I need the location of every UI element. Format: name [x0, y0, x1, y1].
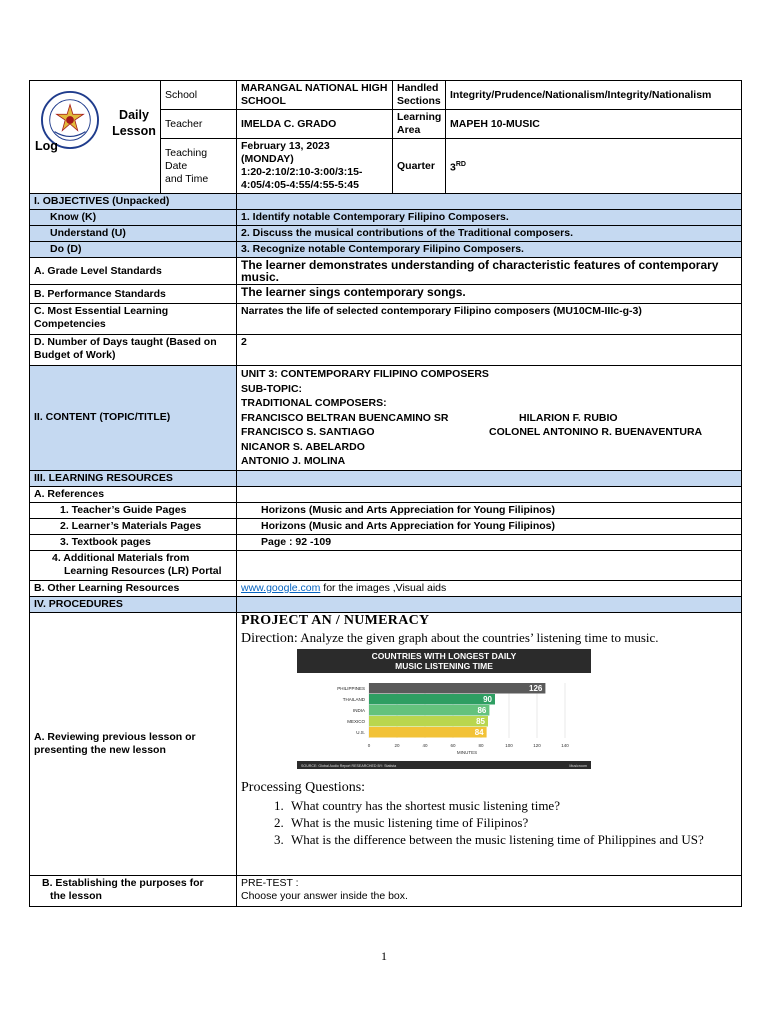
chart-value-label: 90 — [483, 694, 492, 704]
reviewing-label: A. Reviewing previous lesson or presenting the new lesson — [30, 612, 237, 875]
chart-brand-text: Musicroom — [569, 763, 587, 768]
chart-category-label: INDIA — [352, 707, 365, 713]
resources-heading: III. LEARNING RESOURCES — [30, 470, 237, 486]
teachers-guide-value: Horizons (Music and Arts Appreciation for Young Filipinos) — [237, 502, 742, 518]
chart-x-tick-label: 40 — [422, 742, 428, 748]
question-item: 1. What country has the shortest music listening time? — [287, 797, 737, 814]
chart-x-tick-label: 120 — [533, 742, 541, 748]
additional-materials-blank — [237, 550, 742, 580]
sections-label: Handled Sections — [393, 81, 446, 110]
other-resources-label: B. Other Learning Resources — [30, 580, 237, 596]
grade-standards-value: The learner demonstrates understanding of characteristic features of contemporary music. — [237, 258, 742, 285]
teaching-date-label: Teaching Date and Time — [161, 139, 237, 194]
google-link[interactable]: www.google.com — [241, 581, 321, 594]
chart-x-tick-label: 60 — [450, 742, 456, 748]
chart-category-label: MEXICO — [347, 718, 365, 724]
chart-category-label: PHILIPPINES — [337, 685, 365, 691]
days-taught-value: 2 — [237, 335, 742, 366]
quarter-label: Quarter — [393, 139, 446, 194]
chart-bar — [369, 727, 487, 738]
chart-bar — [369, 705, 489, 716]
learners-materials-label: 2. Learner’s Materials Pages — [30, 518, 237, 534]
chart-x-tick-label: 0 — [367, 742, 371, 748]
understand-value: 2. Discuss the musical contributions of the Traditional composers. — [237, 226, 742, 242]
quarter-value: 3RD — [446, 139, 742, 194]
chart-x-tick-label: 100 — [505, 742, 513, 748]
melc-label: C. Most Essential Learning Competencies — [30, 304, 237, 335]
school-label: School — [161, 81, 237, 110]
do-label: Do (D) — [30, 242, 237, 258]
direction-text: Direction: Analyze the given graph about the countries’ listening time to music. — [241, 629, 659, 646]
objectives-heading: I. OBJECTIVES (Unpacked) — [30, 194, 237, 210]
question-item: 2. What is the music listening time of Filipinos? — [287, 814, 737, 831]
area-label: Learning Area — [393, 110, 446, 139]
chart-value-label: 86 — [477, 705, 487, 715]
days-taught-label: D. Number of Days taught (Based on Budget of Work) — [30, 335, 237, 366]
procedures-blank — [237, 596, 742, 612]
references-label: A. References — [30, 486, 237, 502]
chart-bar — [369, 716, 488, 727]
melc-value: Narrates the life of selected contemporary Filipino composers (MU10CM-IIIc-g-3) — [237, 304, 742, 335]
performance-standards-label: B. Performance Standards — [30, 285, 237, 304]
log-title: Log — [35, 139, 58, 153]
chart-x-tick-label: 80 — [478, 742, 484, 748]
textbook-pages-value: Page : 92 -109 — [237, 534, 742, 550]
area-value: MAPEH 10-MUSIC — [446, 110, 742, 139]
school-value: MARANGAL NATIONAL HIGH SCHOOL — [237, 81, 393, 110]
learners-materials-value: Horizons (Music and Arts Appreciation for Young Filipinos) — [237, 518, 742, 534]
listening-time-chart — [297, 649, 591, 769]
chart-value-label: 84 — [474, 727, 484, 737]
teacher-value: IMELDA C. GRADO — [237, 110, 393, 139]
chart-category-label: THAILAND — [342, 696, 365, 702]
processing-questions-label: Processing Questions: — [241, 779, 366, 795]
chart-x-tick-label: 20 — [394, 742, 400, 748]
establishing-purposes-label: B. Establishing the purposes for the lesson — [30, 875, 237, 906]
performance-standards-value: The learner sings contemporary songs. — [237, 285, 742, 304]
additional-materials-label: 4. Additional Materials from Learning Resources (LR) Portal — [30, 550, 237, 580]
chart-source-text: SOURCE: Global Audio Report RESEARCHED BY: Statista — [301, 763, 397, 768]
daily-lesson-title: Daily Lesson — [112, 108, 156, 138]
chart-bar — [369, 694, 495, 705]
objectives-blank — [237, 194, 742, 210]
resources-blank — [237, 470, 742, 486]
chart-value-label: 85 — [476, 716, 485, 726]
teacher-label: Teacher — [161, 110, 237, 139]
chart-title-line2: MUSIC LISTENING TIME — [395, 660, 493, 671]
chart-bar — [369, 683, 545, 694]
daily-lesson-log — [29, 80, 741, 907]
content-label: II. CONTENT (TOPIC/TITLE) — [30, 366, 237, 471]
do-value: 3. Recognize notable Contemporary Filipino Composers. — [237, 242, 742, 258]
chart-category-label: U.S. — [356, 729, 365, 735]
know-value: 1. Identify notable Contemporary Filipino Composers. — [237, 210, 742, 226]
chart-x-axis-label: MINUTES — [456, 749, 478, 755]
chart-value-label: 126 — [529, 683, 543, 693]
reviewing-content — [237, 612, 742, 875]
understand-label: Understand (U) — [30, 226, 237, 242]
teaching-date-value: February 13, 2023 (MONDAY) 1:20-2:10/2:10-3:00/3:15-4:05/4:05-4:55/4:55-5:45 — [237, 139, 393, 194]
know-label: Know (K) — [30, 210, 237, 226]
other-resources-value: www.google.com for the images ,Visual aids — [237, 580, 742, 596]
page-number: 1 — [381, 949, 387, 963]
teachers-guide-label: 1. Teacher’s Guide Pages — [30, 502, 237, 518]
question-item: 3. What is the difference between the music listening time of Philippines and US? — [287, 831, 737, 848]
textbook-pages-label: 3. Textbook pages — [30, 534, 237, 550]
chart-x-tick-label: 140 — [561, 742, 569, 748]
header-logo-cell — [30, 81, 161, 194]
grade-standards-label: A. Grade Level Standards — [30, 258, 237, 285]
chart-title-line1: COUNTRIES WITH LONGEST DAILY — [371, 650, 517, 661]
chart-svg — [297, 649, 591, 769]
pretest-content: PRE-TEST : Choose your answer inside the box. — [237, 875, 742, 906]
references-blank — [237, 486, 742, 502]
procedures-heading: IV. PROCEDURES — [30, 596, 237, 612]
sections-value: Integrity/Prudence/Nationalism/Integrity/Nationalism — [446, 81, 742, 110]
content-value: UNIT 3: CONTEMPORARY FILIPINO COMPOSERS SUB-TOPIC: TRADITIONAL COMPOSERS: FRANCISCO BELTRAN BUENCAMINO SR HILARION F. RUBIO FRANCISCO S. SANTIAGO COLONEL ANTONINO R. BUENAVENTURA NICANOR S. ABELARDO ANTONIO J. MOLINA — [237, 366, 742, 471]
project-title: PROJECT AN / NUMERACY — [241, 612, 430, 628]
processing-questions-list — [241, 797, 737, 848]
